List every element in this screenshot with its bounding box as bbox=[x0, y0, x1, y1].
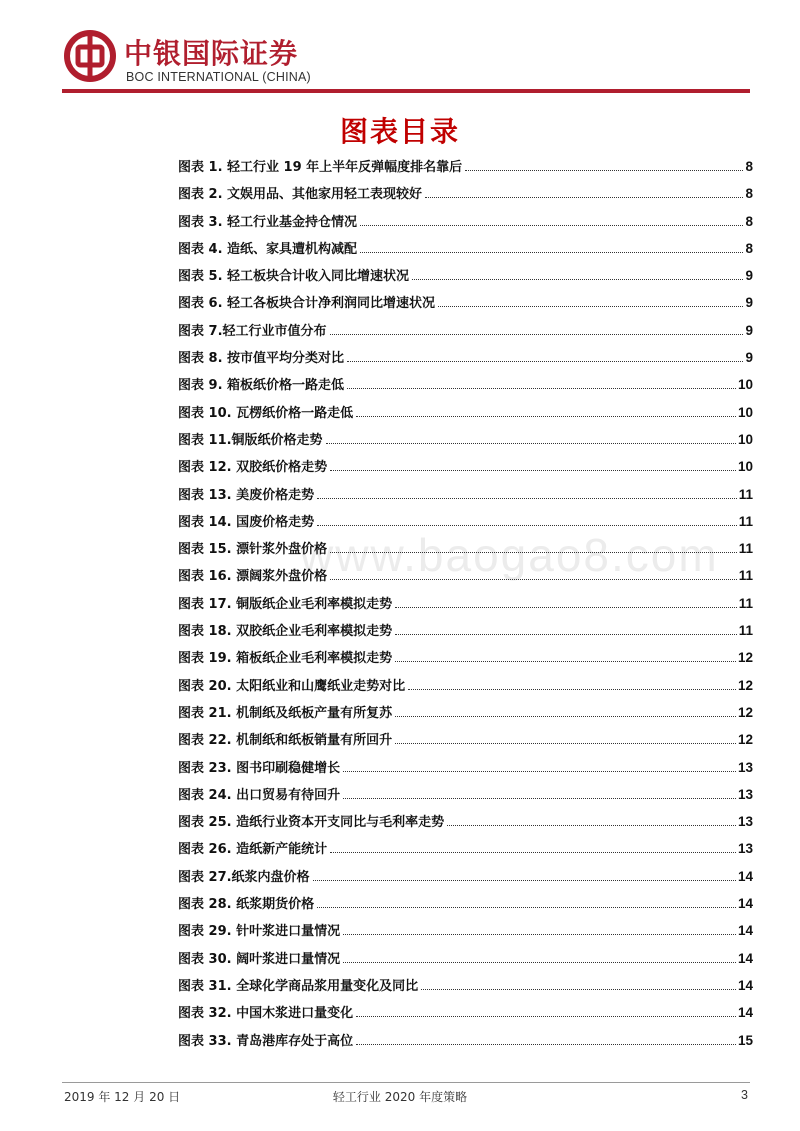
toc-leader-dots bbox=[395, 742, 736, 744]
toc-leader-dots bbox=[330, 333, 744, 335]
toc-entry[interactable] bbox=[178, 702, 753, 729]
toc-entry-page: 12 bbox=[737, 704, 753, 720]
toc-leader-dots bbox=[395, 715, 736, 717]
toc-entry-label: 图表 17. 铜版纸企业毛利率模拟走势 bbox=[178, 596, 393, 612]
toc-entry[interactable] bbox=[178, 402, 753, 429]
boc-logo-icon bbox=[64, 30, 116, 82]
toc-leader-dots bbox=[317, 524, 737, 526]
toc-entry[interactable] bbox=[178, 838, 753, 865]
page-header bbox=[0, 0, 800, 100]
toc-entry[interactable] bbox=[178, 757, 753, 784]
toc-entry-page: 10 bbox=[737, 404, 753, 420]
toc-entry-label: 图表 25. 造纸行业资本开支同比与毛利率走势 bbox=[178, 815, 445, 831]
toc-entry[interactable] bbox=[178, 429, 753, 456]
toc-entry-page: 11 bbox=[738, 513, 753, 529]
toc-entry-label: 图表 6. 轻工各板块合计净利润同比增速状况 bbox=[178, 296, 436, 312]
toc-entry-page: 14 bbox=[737, 977, 753, 993]
toc-entry[interactable] bbox=[178, 565, 753, 592]
toc-entry[interactable] bbox=[178, 948, 753, 975]
toc-entry-page: 14 bbox=[737, 868, 753, 884]
toc-entry-page: 9 bbox=[745, 350, 753, 366]
toc-leader-dots bbox=[317, 906, 736, 908]
toc-entry[interactable] bbox=[178, 784, 753, 811]
toc-entry-label: 图表 16. 漂阔浆外盘价格 bbox=[178, 569, 328, 585]
toc-entry-label: 图表 15. 漂针浆外盘价格 bbox=[178, 542, 328, 558]
toc-entry-page: 11 bbox=[738, 595, 753, 611]
toc-leader-dots bbox=[425, 196, 743, 198]
toc-entry-label: 图表 20. 太阳纸业和山鹰纸业走势对比 bbox=[178, 678, 406, 694]
toc-entry[interactable] bbox=[178, 920, 753, 947]
toc-entry-page: 11 bbox=[738, 486, 753, 502]
toc-leader-dots bbox=[330, 851, 736, 853]
toc-entry-label: 图表 3. 轻工行业基金持仓情况 bbox=[178, 214, 358, 230]
toc-leader-dots bbox=[313, 879, 736, 881]
toc-entry-page: 12 bbox=[737, 677, 753, 693]
toc-entry[interactable] bbox=[178, 620, 753, 647]
toc-leader-dots bbox=[408, 688, 736, 690]
toc-entry[interactable] bbox=[178, 265, 753, 292]
toc-list bbox=[178, 156, 753, 1057]
toc-entry-label: 图表 29. 针叶浆进口量情况 bbox=[178, 924, 341, 940]
toc-entry-page: 9 bbox=[745, 268, 753, 284]
toc-entry[interactable] bbox=[178, 374, 753, 401]
toc-entry[interactable] bbox=[178, 893, 753, 920]
toc-entry-label: 图表 28. 纸浆期货价格 bbox=[178, 897, 315, 913]
toc-leader-dots bbox=[326, 442, 736, 444]
toc-entry[interactable] bbox=[178, 1002, 753, 1029]
toc-leader-dots bbox=[343, 770, 736, 772]
toc-leader-dots bbox=[330, 551, 737, 553]
toc-entry-page: 8 bbox=[745, 213, 753, 229]
toc-leader-dots bbox=[356, 1015, 736, 1017]
brand-name-en: BOC INTERNATIONAL (CHINA) bbox=[126, 70, 311, 84]
toc-entry-page: 10 bbox=[737, 377, 753, 393]
brand-name-cn: 中银国际证券 bbox=[124, 37, 299, 70]
toc-entry-label: 图表 1. 轻工行业 19 年上半年反弹幅度排名靠后 bbox=[178, 160, 463, 175]
toc-entry[interactable] bbox=[178, 347, 753, 374]
toc-entry-label: 图表 14. 国废价格走势 bbox=[178, 514, 315, 530]
footer-divider bbox=[62, 1082, 750, 1083]
toc-leader-dots bbox=[347, 387, 736, 389]
toc-leader-dots bbox=[356, 415, 736, 417]
toc-entry-page: 13 bbox=[737, 759, 753, 775]
toc-entry-page: 13 bbox=[737, 841, 753, 857]
toc-entry-label: 图表 21. 机制纸及纸板产量有所复苏 bbox=[178, 705, 393, 721]
toc-leader-dots bbox=[343, 961, 736, 963]
toc-entry-label: 图表 13. 美废价格走势 bbox=[178, 487, 315, 503]
footer-page-number: 3 bbox=[741, 1088, 748, 1102]
toc-entry[interactable] bbox=[178, 320, 753, 347]
toc-entry-page: 15 bbox=[737, 1032, 753, 1048]
toc-entry[interactable] bbox=[178, 1030, 753, 1057]
toc-leader-dots bbox=[347, 360, 743, 362]
toc-entry[interactable] bbox=[178, 292, 753, 319]
toc-entry[interactable] bbox=[178, 675, 753, 702]
toc-entry-label: 图表 11.铜版纸价格走势 bbox=[178, 432, 323, 448]
toc-entry-label: 图表 10. 瓦楞纸价格一路走低 bbox=[178, 405, 354, 421]
toc-entry-label: 图表 4. 造纸、家具遭机构减配 bbox=[178, 241, 358, 257]
toc-entry-page: 11 bbox=[738, 568, 753, 584]
toc-entry-label: 图表 23. 图书印刷稳健增长 bbox=[178, 760, 341, 776]
toc-entry-label: 图表 19. 箱板纸企业毛利率模拟走势 bbox=[178, 651, 393, 667]
footer-doc-title: 轻工行业 2020 年度策略 bbox=[332, 1090, 468, 1104]
toc-entry[interactable] bbox=[178, 156, 753, 183]
toc-entry-label: 图表 7.轻工行业市值分布 bbox=[178, 323, 327, 339]
toc-leader-dots bbox=[421, 988, 736, 990]
toc-entry-page: 14 bbox=[737, 923, 753, 939]
toc-entry-page: 13 bbox=[737, 786, 753, 802]
toc-entry-label: 图表 27.纸浆内盘价格 bbox=[178, 869, 310, 885]
toc-entry-page: 14 bbox=[737, 950, 753, 966]
toc-entry-label: 图表 18. 双胶纸企业毛利率模拟走势 bbox=[178, 624, 393, 640]
footer-date: 2019 年 12 月 20 日 bbox=[64, 1090, 181, 1104]
toc-entry[interactable] bbox=[178, 511, 753, 538]
toc-leader-dots bbox=[395, 633, 737, 635]
toc-entry[interactable] bbox=[178, 183, 753, 210]
toc-entry-label: 图表 31. 全球化学商品浆用量变化及同比 bbox=[178, 978, 419, 994]
header-divider bbox=[62, 89, 750, 93]
toc-entry[interactable] bbox=[178, 238, 753, 265]
toc-entry[interactable] bbox=[178, 538, 753, 565]
toc-leader-dots bbox=[343, 797, 736, 799]
watermark: www.baogao8.com bbox=[300, 529, 719, 581]
toc-entry[interactable] bbox=[178, 866, 753, 893]
toc-leader-dots bbox=[356, 1043, 736, 1045]
toc-entry[interactable] bbox=[178, 729, 753, 756]
toc-entry-page: 13 bbox=[737, 814, 753, 830]
toc-entry-label: 图表 9. 箱板纸价格一路走低 bbox=[178, 378, 345, 394]
toc-entry-label: 图表 24. 出口贸易有待回升 bbox=[178, 787, 341, 803]
toc-entry-label: 图表 32. 中国木浆进口量变化 bbox=[178, 1006, 354, 1022]
toc-entry-label: 图表 22. 机制纸和纸板销量有所回升 bbox=[178, 733, 393, 749]
toc-leader-dots bbox=[412, 278, 743, 280]
toc-entry-label: 图表 33. 青岛港库存处于高位 bbox=[178, 1033, 354, 1049]
toc-leader-dots bbox=[395, 606, 737, 608]
toc-entry[interactable] bbox=[178, 811, 753, 838]
toc-entry-page: 8 bbox=[745, 240, 753, 256]
toc-entry-page: 12 bbox=[737, 732, 753, 748]
toc-entry-label: 图表 8. 按市值平均分类对比 bbox=[178, 351, 345, 367]
toc-entry[interactable] bbox=[178, 456, 753, 483]
toc-leader-dots bbox=[343, 933, 736, 935]
toc-leader-dots bbox=[360, 251, 743, 253]
toc-entry-page: 12 bbox=[737, 650, 753, 666]
toc-leader-dots bbox=[317, 497, 737, 499]
toc-entry-page: 9 bbox=[745, 322, 753, 338]
toc-entry-label: 图表 26. 造纸新产能统计 bbox=[178, 842, 328, 858]
toc-entry-page: 11 bbox=[738, 623, 753, 639]
toc-leader-dots bbox=[438, 305, 743, 307]
toc-entry-label: 图表 5. 轻工板块合计收入同比增速状况 bbox=[178, 269, 410, 285]
toc-entry-label: 图表 12. 双胶纸价格走势 bbox=[178, 460, 328, 476]
toc-title: 图表目录 bbox=[339, 115, 460, 148]
toc-entry-page: 11 bbox=[738, 541, 753, 557]
toc-entry-page: 10 bbox=[737, 431, 753, 447]
toc-entry-page: 10 bbox=[737, 459, 753, 475]
toc-entry-page: 9 bbox=[745, 295, 753, 311]
toc-leader-dots bbox=[360, 224, 743, 226]
toc-entry-page: 8 bbox=[745, 159, 753, 174]
toc-entry[interactable] bbox=[178, 647, 753, 674]
toc-entry[interactable] bbox=[178, 975, 753, 1002]
toc-leader-dots bbox=[330, 578, 737, 580]
toc-leader-dots bbox=[395, 660, 736, 662]
toc-leader-dots bbox=[447, 824, 736, 826]
toc-entry-label: 图表 30. 阔叶浆进口量情况 bbox=[178, 951, 341, 967]
toc-entry-page: 8 bbox=[745, 186, 753, 202]
toc-entry[interactable] bbox=[178, 211, 753, 238]
toc-entry[interactable] bbox=[178, 484, 753, 511]
toc-leader-dots bbox=[330, 469, 736, 471]
toc-entry-page: 14 bbox=[737, 896, 753, 912]
toc-leader-dots bbox=[465, 169, 743, 171]
toc-entry[interactable] bbox=[178, 593, 753, 620]
toc-entry-label: 图表 2. 文娱用品、其他家用轻工表现较好 bbox=[178, 187, 423, 203]
toc-entry-page: 14 bbox=[737, 1005, 753, 1021]
